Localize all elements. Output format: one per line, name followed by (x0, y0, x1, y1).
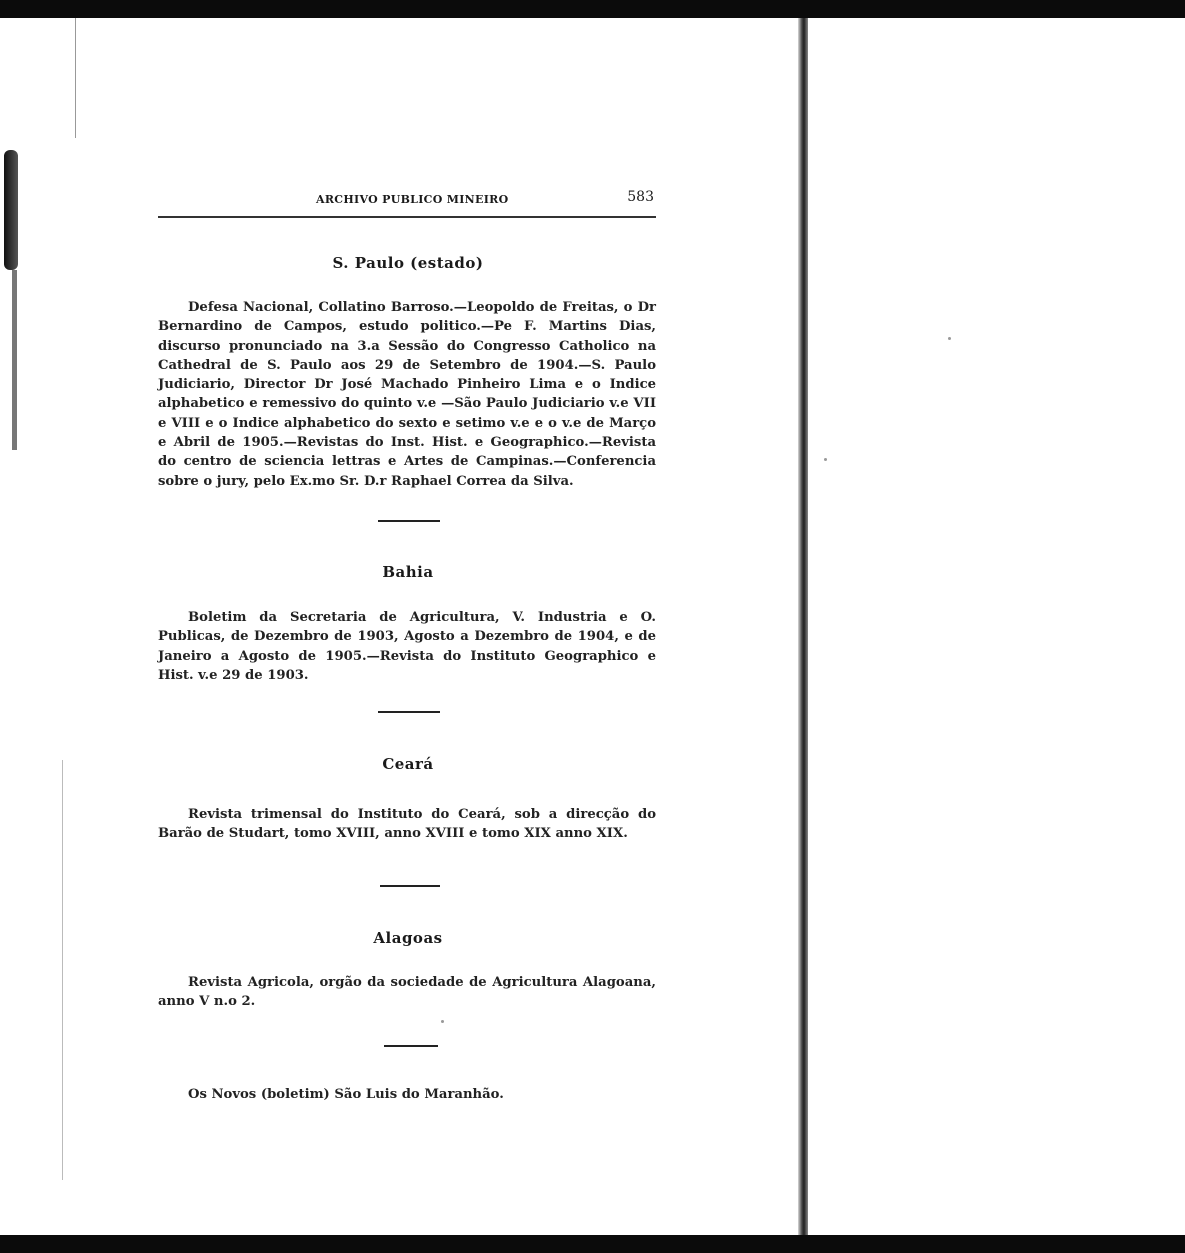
scan-speck (824, 458, 827, 461)
section-divider (384, 1045, 438, 1047)
book-gutter (798, 18, 808, 1235)
scan-speck (948, 337, 951, 340)
section-text-bahia: Boletim da Secretaria de Agricultura, V. Industria e O. Publicas, de Dezembro de 1903, Agosto a Dezembro de 1904, e de Janeiro a Agosto de 1905.—Revista do Instituto Geographico e Hist. v.e 29 de 1903. (158, 610, 656, 683)
final-entry: Os Novos (boletim) São Luis do Maranhão. (188, 1087, 504, 1102)
section-text-sao-paulo: Defesa Nacional, Collatino Barroso.—Leopoldo de Freitas, o Dr Bernardino de Campos, estudo politico.—Pe F. Martins Dias, discurso pronunciado na 3.a Sessão do Congresso Catholico na Cathedral de S. Paulo aos 29 de Setembro de 1904.—S. Paulo Judiciario, Director Dr José Machado Pinheiro Lima e o Indice alphabetico e remessivo do quinto v.e —São Paulo Judiciario v.e VII e VIII e o Indice alphabetico do sexto e setimo v.e e o v.e de Março e Abril de 1905.—Revistas do Inst. Hist. e Geographico.—Revista do centro de sciencia lettras e Artes de Campinas.—Conferencia sobre o jury, pelo Ex.mo Sr. D.r Raphael Correa da Silva. (158, 300, 656, 489)
binding-edge (12, 270, 17, 450)
section-text-alagoas: Revista Agricola, orgão da sociedade de Agricultura Alagoana, anno V n.o 2. (158, 975, 656, 1010)
section-divider (378, 711, 440, 713)
binding-shadow (4, 150, 18, 270)
scan-bottom-border (0, 1235, 1185, 1253)
section-title-sao-paulo: S. Paulo (estado) (332, 254, 484, 272)
page-edge-line-lower (62, 760, 63, 1180)
scan-speck (441, 1020, 444, 1023)
running-title: ARCHIVO PUBLICO MINEIRO (316, 193, 509, 206)
section-title-bahia: Bahia (382, 563, 434, 581)
section-title-alagoas: Alagoas (373, 929, 443, 947)
scan-top-border (0, 0, 1185, 18)
page-header (158, 188, 656, 218)
section-divider (378, 520, 440, 522)
page-edge-line (75, 18, 76, 138)
section-title-ceara: Ceará (382, 755, 434, 773)
section-divider (380, 885, 440, 887)
section-text-ceara: Revista trimensal do Instituto do Ceará, sob a direcção do Barão de Studart, tomo XVIII, anno XVIII e tomo XIX anno XIX. (158, 807, 656, 842)
page-number: 583 (627, 189, 654, 205)
